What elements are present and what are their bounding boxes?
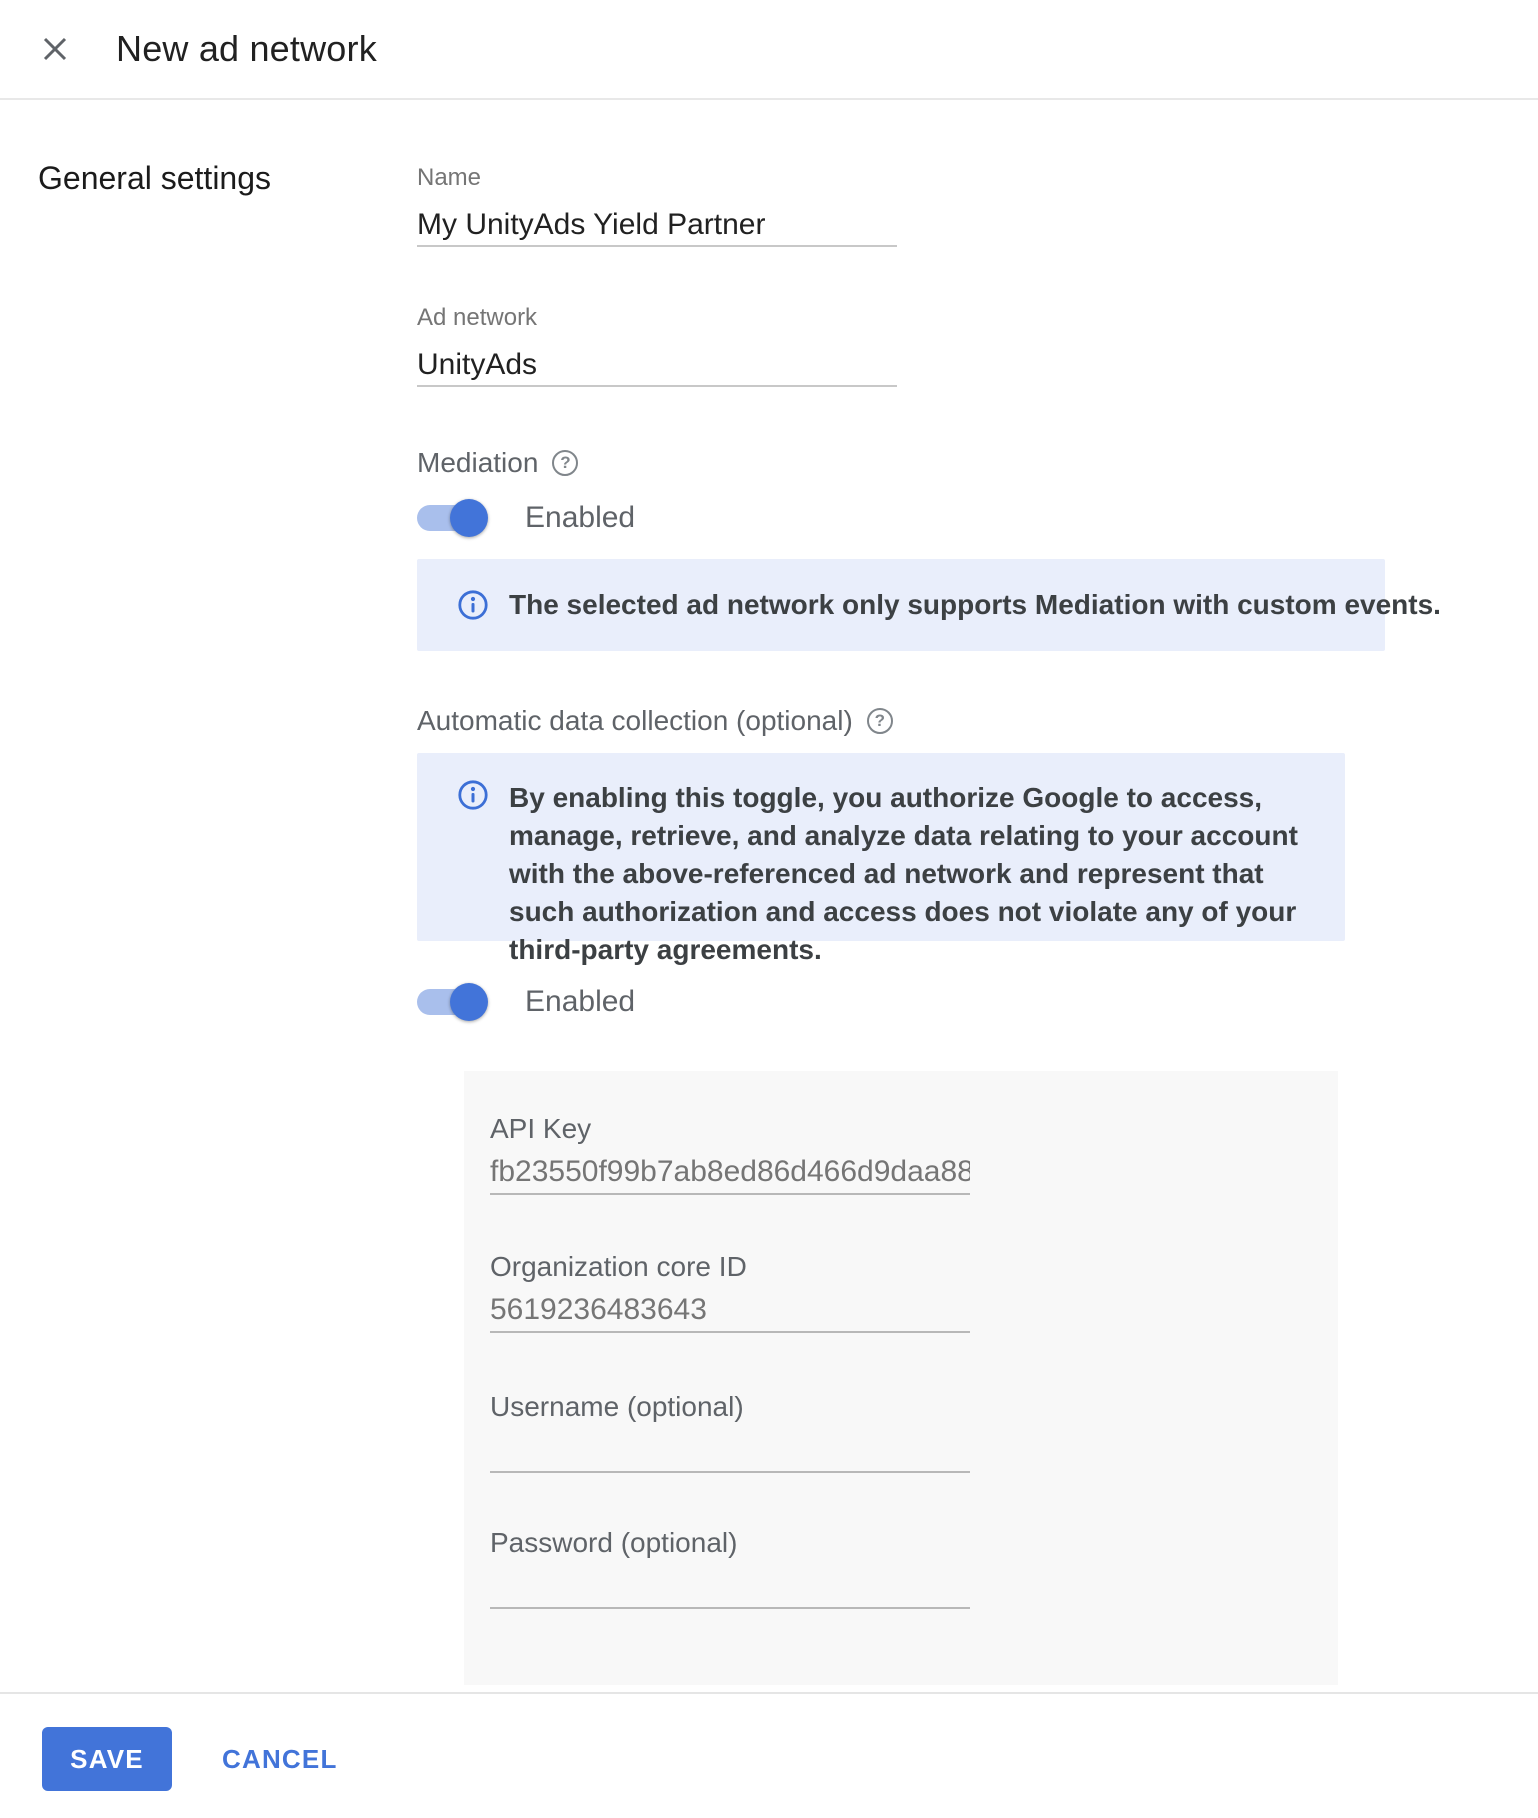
auto-data-help-icon[interactable]: ? [867,708,893,734]
ad-network-field-label: Ad network [417,304,538,331]
auto-data-label-text: Automatic data collection (optional) [417,705,853,736]
auto-data-toggle-state-label: Enabled [525,985,636,1018]
password-label: Password (optional) [490,1527,738,1558]
mediation-info-banner [417,559,1441,651]
auto-data-info-text: By enabling this toggle, you authorize Google to access, manage, retrieve, and analyze data relating to your account with the above-referenced ad network and represent that such authorization and access does not violate any of your third-party agreements. [509,782,1298,965]
name-input[interactable] [417,207,897,247]
page-title: New ad network [116,28,377,69]
ad-network-input[interactable] [417,347,897,387]
toggle-knob [450,499,488,537]
close-x-glyph [41,35,69,63]
cancel-button[interactable]: CANCEL [208,1734,352,1785]
mediation-info-text: The selected ad network only supports Mediation with custom events. [509,589,1441,620]
footer-actions [0,1694,1538,1791]
org-core-id-input[interactable] [490,1293,970,1333]
org-core-id-label: Organization core ID [490,1251,747,1282]
info-icon [457,779,489,811]
credentials-panel [464,1071,1338,1685]
username-input[interactable] [490,1433,970,1473]
username-label: Username (optional) [490,1391,744,1422]
mediation-label-text: Mediation [417,447,539,478]
api-key-field-group [490,1111,970,1195]
username-field-group [490,1389,970,1473]
api-key-input[interactable] [490,1155,970,1195]
mediation-toggle-row [417,499,1397,537]
name-field-group [417,163,897,247]
auto-data-info-banner [417,753,1345,965]
form-column [417,100,1441,1685]
dialog-header [0,0,1538,100]
name-field-label: Name [417,164,482,191]
dialog-body [0,100,1538,1692]
mediation-toggle-state-label: Enabled [525,501,636,534]
save-button[interactable]: SAVE [42,1727,172,1791]
password-input[interactable] [490,1569,970,1609]
mediation-help-icon[interactable]: ? [552,450,578,476]
mediation-section-label [417,445,1397,481]
password-field-group [490,1525,970,1609]
mediation-toggle[interactable] [417,499,477,537]
auto-data-toggle-row [417,983,1397,1021]
auto-data-toggle[interactable] [417,983,477,1021]
api-key-label: API Key [490,1113,592,1144]
close-icon[interactable] [40,34,70,64]
toggle-knob [450,983,488,1021]
auto-data-section-label [417,703,1397,739]
info-icon [457,589,489,621]
org-core-id-field-group [490,1249,970,1333]
ad-network-field-group [417,303,897,387]
section-title-general-settings: General settings [38,160,272,196]
